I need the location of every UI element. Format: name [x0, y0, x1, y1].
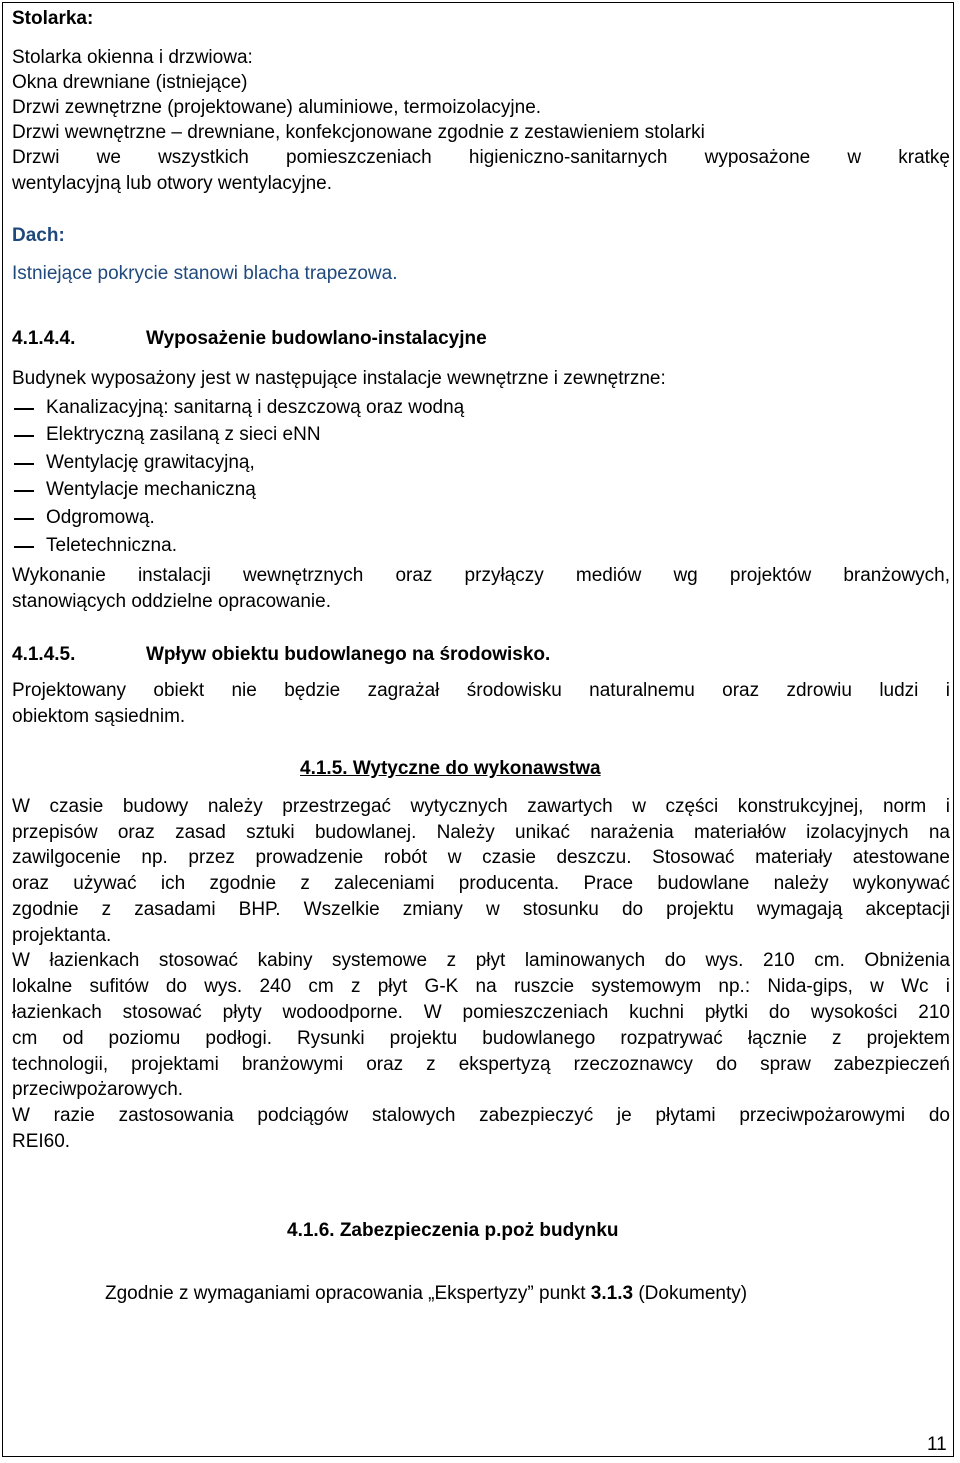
stolarka-heading: Stolarka: [12, 8, 94, 29]
paragraph-line: łazienkach stosować płyty wodoodporne. W pomieszczeniach kuchni płytki do wysokości 210 [12, 1002, 950, 1023]
section-number: 4.1.4.5. [12, 644, 76, 665]
list-dash [14, 490, 34, 492]
paragraph-line: zgodnie z zasadami BHP. Wszelkie zmiany w stosunku do projektu wymagają akceptacji [12, 899, 950, 920]
list-dash [14, 435, 34, 437]
paragraph-line: obiektom sąsiednim. [12, 706, 186, 727]
list-dash [14, 408, 34, 410]
stolarka-line: Drzwi zewnętrzne (projektowane) aluminiowe, termoizolacyjne. [12, 97, 542, 118]
paragraph-line: zawilgocenie np. przez prowadzenie robót w czasie deszczu. Stosować materiały atestowane [12, 847, 950, 868]
paragraph-line: technologii, projektami branżowymi oraz z ekspertyzą rzeczoznawcy do spraw zabezpieczeń [12, 1054, 950, 1075]
paragraph-line: Projektowany obiekt nie będzie zagrażał środowisku naturalnemu oraz zdrowiu ludzi i [12, 680, 950, 701]
list-item: Teletechniczna. [46, 535, 177, 556]
paragraph-line: REI60. [12, 1131, 71, 1152]
paragraph-line: Wykonanie instalacji wewnętrznych oraz przyłączy mediów wg projektów branżowych, [12, 565, 950, 586]
paragraph-line: oraz używać ich zgodnie z zaleceniami producenta. Prace budowlane należy wykonywać [12, 873, 950, 894]
stolarka-line: Stolarka okienna i drzwiowa: [12, 47, 253, 68]
reference-point: 3.1.3 [590, 1283, 634, 1304]
stolarka-line: Drzwi wewnętrzne – drewniane, konfekcjonowane zgodnie z zestawieniem stolarki [12, 122, 705, 143]
paragraph-line: W razie zastosowania podciągów stalowych zabezpieczyć je płytami przeciwpożarowymi do [12, 1105, 950, 1126]
section-heading: 4.1.5. Wytyczne do wykonawstwa [300, 758, 601, 779]
stolarka-line: Drzwi we wszystkich pomieszczeniach higieniczno-sanitarnych wyposażone w kratkę [12, 147, 950, 168]
stolarka-line: wentylacyjną lub otwory wentylacyjne. [12, 173, 332, 194]
reference-text: Zgodnie z wymaganiami opracowania „Ekspertyzy” punkt [105, 1283, 591, 1304]
paragraph-line: przeciwpożarowych. [12, 1079, 184, 1100]
paragraph-line: cm od poziomu podłogi. Rysunki projektu budowlanego rozpatrywać łącznie z projektem [12, 1028, 950, 1049]
paragraph-line: W łazienkach stosować kabiny systemowe z płyt laminowanych do wys. 210 cm. Obniżenia [12, 950, 950, 971]
paragraph-line: przepisów oraz zasad sztuki budowlanej. Należy unikać narażenia materiałów izolacyjnych na [12, 822, 950, 843]
section-title: Wpływ obiektu budowlanego na środowisko. [146, 644, 551, 665]
list-item: Wentylację grawitacyjną, [46, 452, 255, 473]
reference-line [105, 1281, 747, 1306]
list-item: Kanalizacyjną: sanitarną i deszczową oraz wodną [46, 397, 465, 418]
list-dash [14, 518, 34, 520]
dach-text: Istniejące pokrycie stanowi blacha trapezowa. [12, 263, 398, 284]
page-number: 11 [927, 1434, 947, 1455]
dach-heading: Dach: [12, 225, 65, 246]
reference-suffix: (Dokumenty) [633, 1283, 748, 1304]
list-dash [14, 546, 34, 548]
section-heading: 4.1.6. Zabezpieczenia p.poż budynku [287, 1220, 619, 1241]
paragraph-line: projektanta. [12, 925, 112, 946]
paragraph-line: W czasie budowy należy przestrzegać wytycznych zawartych w części konstrukcyjnej, norm i [12, 796, 950, 817]
section-intro: Budynek wyposażony jest w następujące instalacje wewnętrzne i zewnętrzne: [12, 368, 666, 389]
paragraph-line: stanowiących oddzielne opracowanie. [12, 591, 331, 612]
section-title: Wyposażenie budowlano-instalacyjne [146, 328, 487, 349]
list-item: Elektryczną zasilaną z sieci eNN [46, 424, 321, 445]
paragraph-line: lokalne sufitów do wys. 240 cm z płyt G-K na ruszcie systemowym np.: Nida-gips, w Wc i [12, 976, 950, 997]
section-number: 4.1.4.4. [12, 328, 76, 349]
list-dash [14, 463, 34, 465]
list-item: Odgromową. [46, 507, 155, 528]
list-item: Wentylacje mechaniczną [46, 479, 256, 500]
stolarka-line: Okna drewniane (istniejące) [12, 72, 248, 93]
